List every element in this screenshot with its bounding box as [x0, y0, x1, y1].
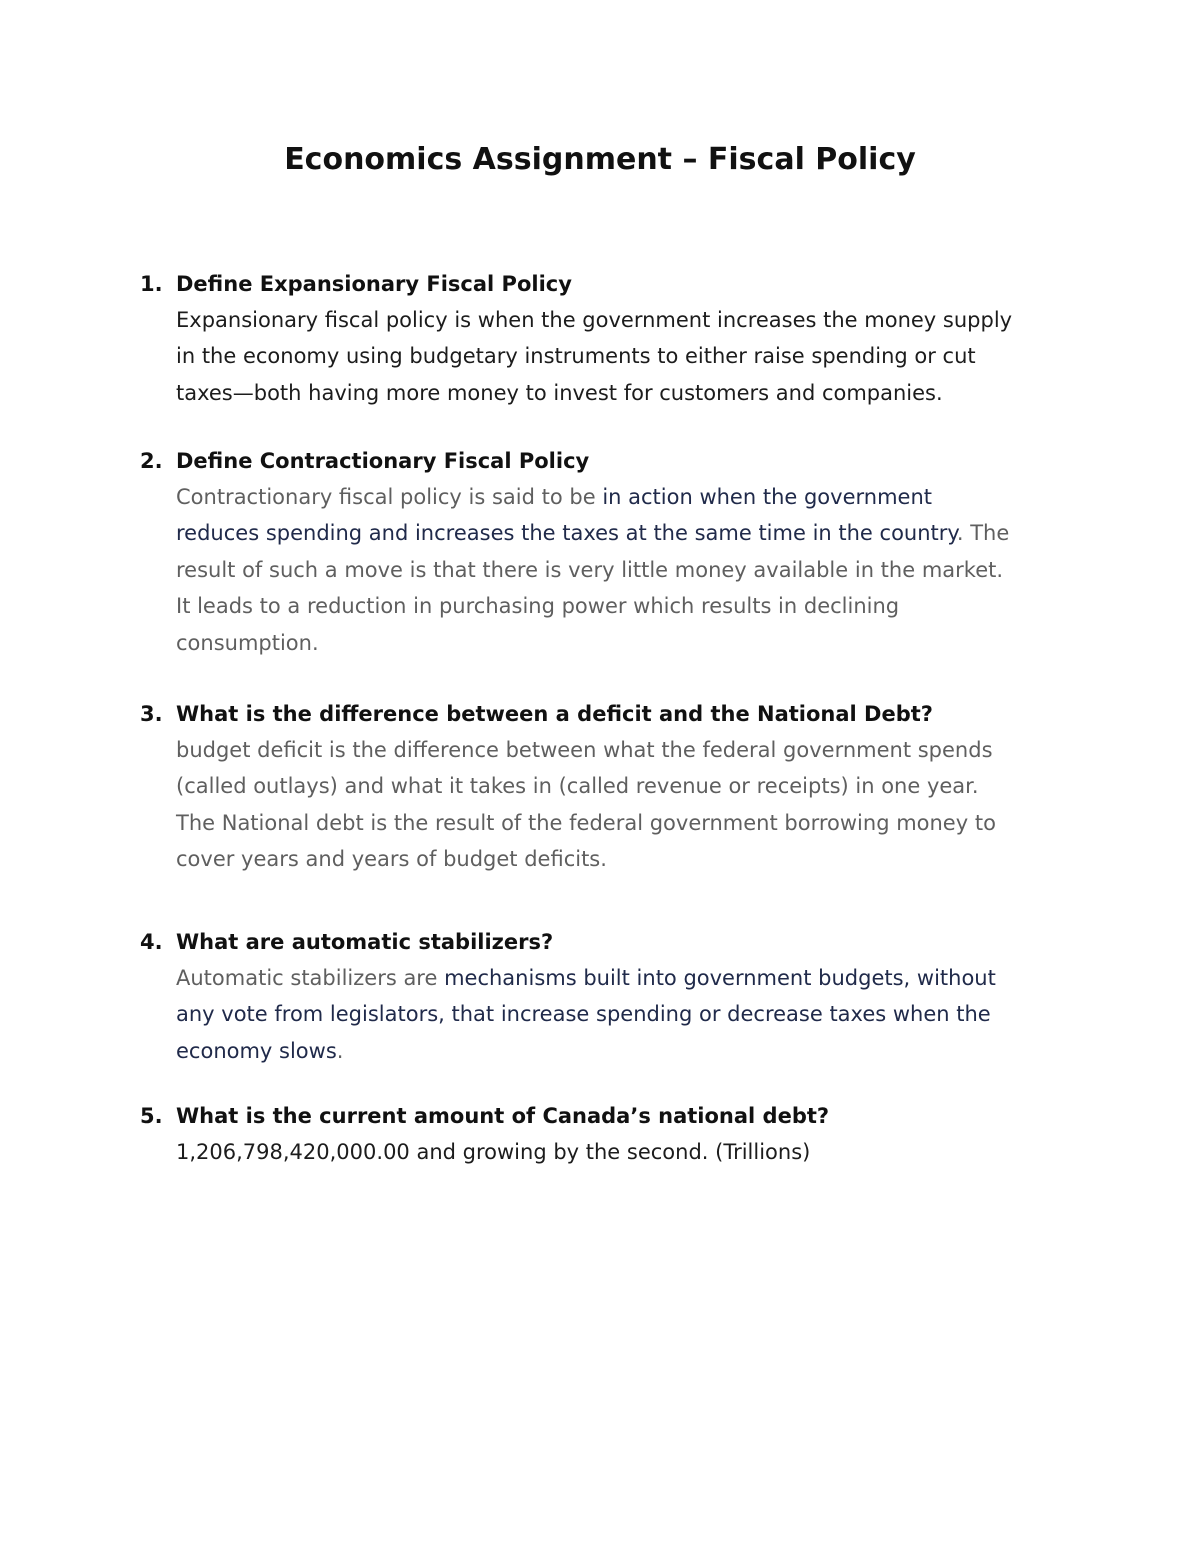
answer-text: mechanisms built into government budgets, without	[444, 966, 996, 990]
answer-text: in action when the government	[602, 485, 932, 509]
answer-3	[176, 732, 1056, 878]
answer-text: budget deficit is the difference between what the federal government spends	[176, 738, 993, 762]
answer-4	[176, 960, 1056, 1069]
question-text: What is the current amount of Canada’s national debt?	[176, 1104, 830, 1128]
qa-item-4	[140, 924, 1040, 1069]
answer-line	[176, 515, 1056, 551]
answer-line	[176, 1134, 1056, 1170]
question-number: 1.	[140, 272, 163, 296]
answer-line	[176, 338, 1056, 374]
answer-text: .	[336, 1038, 344, 1063]
answer-text: cover years and years of budget deficits.	[176, 847, 607, 872]
qa-item-2	[140, 443, 1040, 661]
question-number: 2.	[140, 449, 163, 473]
question-2	[140, 443, 1040, 479]
answer-text: result of such a move is that there is very little money available in the market.	[176, 557, 1004, 582]
answer-line	[176, 996, 1056, 1032]
answer-text: It leads to a reduction in purchasing power which results in declining	[176, 594, 900, 619]
question-text: Define Contractionary Fiscal Policy	[176, 449, 590, 473]
answer-line	[176, 960, 1056, 996]
question-text: Define Expansionary Fiscal Policy	[176, 272, 572, 296]
answer-text: in the economy using budgetary instruments to either raise spending or cut	[176, 344, 976, 369]
document-title: Economics Assignment – Fiscal Policy	[284, 142, 916, 177]
question-number: 3.	[140, 702, 163, 726]
question-text: What is the difference between a deficit and the National Debt?	[176, 702, 933, 726]
answer-line	[176, 732, 1056, 768]
answer-1	[176, 302, 1056, 411]
answer-line	[176, 841, 1056, 877]
answer-line	[176, 552, 1056, 588]
answer-line	[176, 375, 1056, 411]
answer-2	[176, 479, 1056, 661]
answer-text: Expansionary fiscal policy is when the government increases the money supply	[176, 308, 1013, 332]
answer-line	[176, 625, 1056, 661]
answer-text: consumption.	[176, 630, 319, 655]
answer-text: . The	[956, 521, 1010, 546]
answer-text: Contractionary fiscal policy is said to be	[176, 485, 603, 509]
question-1	[140, 266, 1040, 302]
answer-line	[176, 479, 1056, 515]
answer-text: reduces spending and increases the taxes at the same time in the country	[176, 521, 957, 546]
question-4	[140, 924, 1040, 960]
question-text: What are automatic stabilizers?	[176, 930, 554, 954]
answer-text: 1,206,798,420,000.00 and growing by the second. (Trillions)	[176, 1140, 811, 1164]
question-3	[140, 696, 1040, 732]
answer-5	[176, 1134, 1056, 1170]
qa-item-1	[140, 266, 1040, 411]
question-5	[140, 1098, 1040, 1134]
answer-text: The National debt is the result of the federal government borrowing money to	[176, 810, 996, 835]
answer-text: Automatic stabilizers are	[176, 966, 445, 990]
answer-line	[176, 1033, 1056, 1069]
qa-item-3	[140, 696, 1040, 878]
answer-line	[176, 805, 1056, 841]
question-number: 5.	[140, 1104, 163, 1128]
answer-text: any vote from legislators, that increase spending or decrease taxes when the	[176, 1002, 991, 1027]
question-number: 4.	[140, 930, 163, 954]
answer-line	[176, 588, 1056, 624]
answer-text: taxes—both having more money to invest for customers and companies.	[176, 380, 943, 405]
answer-text: (called outlays) and what it takes in (called revenue or receipts) in one year.	[176, 774, 979, 799]
answer-line	[176, 768, 1056, 804]
answer-text: economy slows	[176, 1038, 337, 1063]
answer-line	[176, 302, 1056, 338]
qa-item-5	[140, 1098, 1040, 1170]
